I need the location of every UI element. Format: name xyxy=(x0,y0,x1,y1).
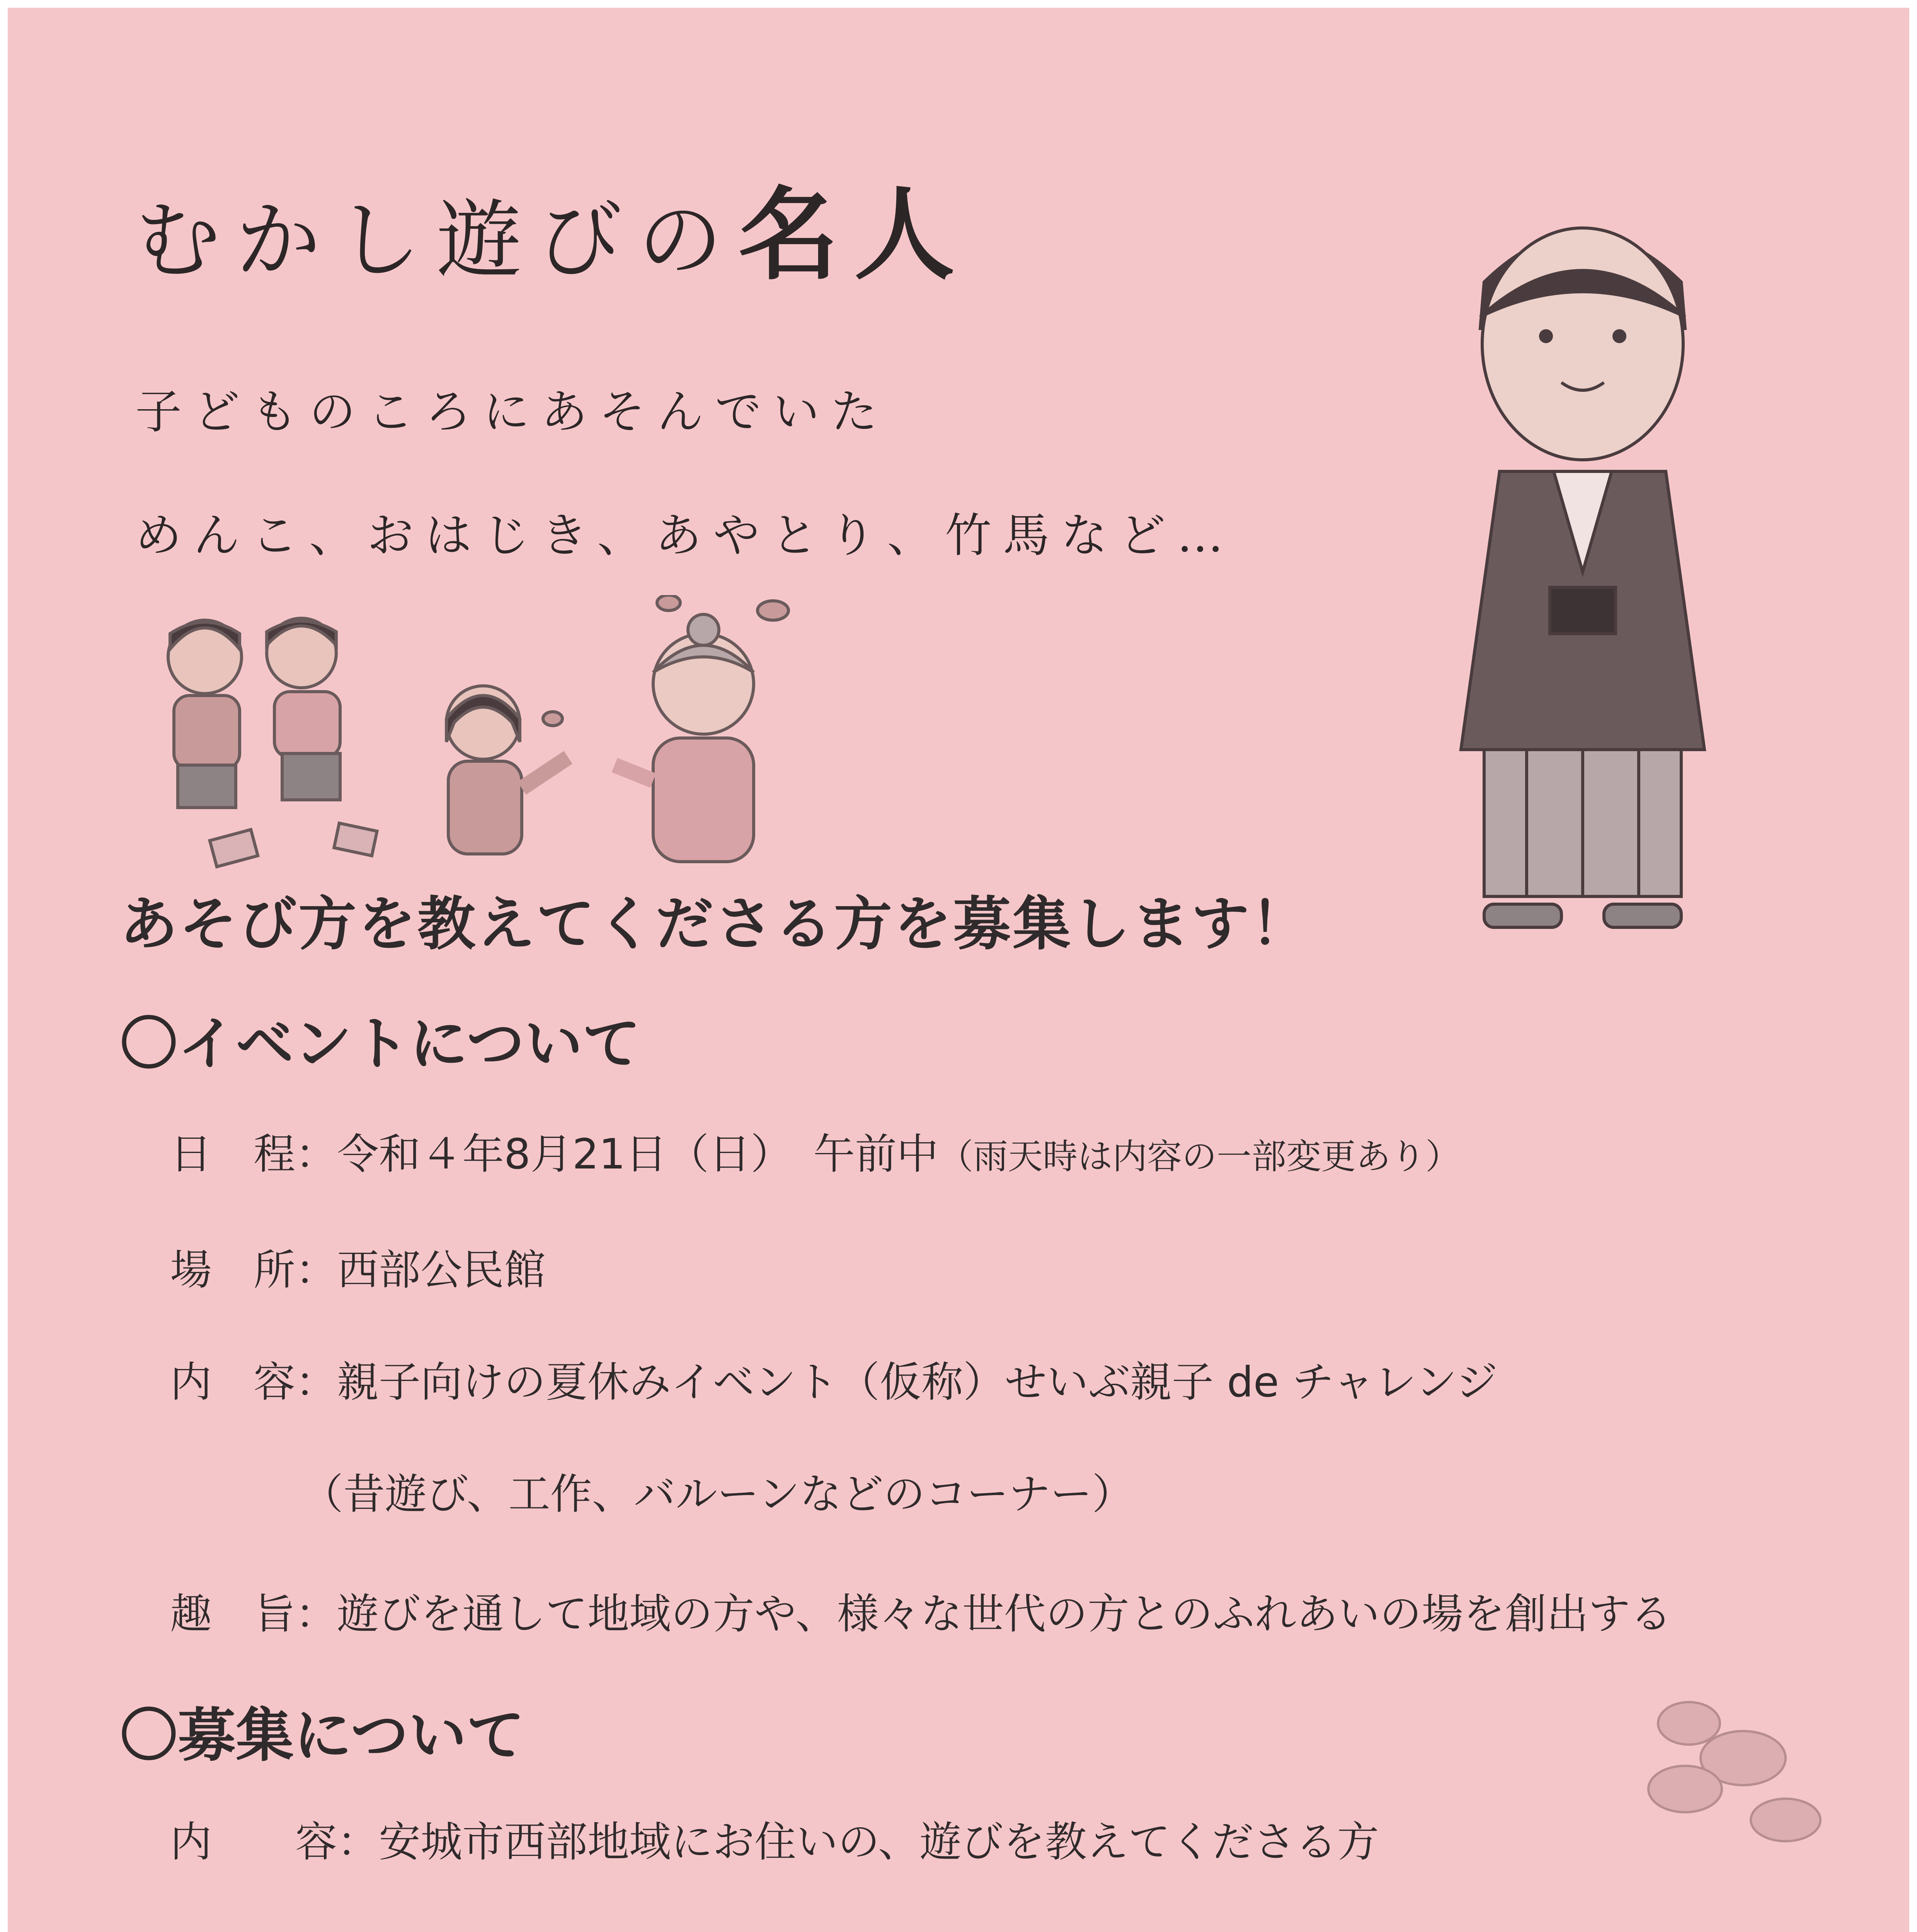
flyer-sheet xyxy=(8,8,1909,1932)
menko-decoration xyxy=(1639,1692,1840,1855)
recruit-content-label: 内 容： xyxy=(170,1818,379,1866)
title-accent: 名人 xyxy=(738,176,970,294)
event-schedule-row xyxy=(170,1121,1460,1180)
recruit-content-row xyxy=(170,1808,1379,1868)
schedule-label: 日 程： xyxy=(170,1130,337,1179)
recruit-section-heading: 〇募集について xyxy=(120,1702,525,1769)
event-place-row xyxy=(170,1236,546,1296)
schedule-note: （雨天時は内容の一部変更あり） xyxy=(938,1136,1461,1177)
flyer-title xyxy=(135,155,970,299)
title-main: むかし遊びの xyxy=(135,191,739,290)
recruit-content-value: 安城市西部地域にお住いの、遊びを教えてくださる方 xyxy=(379,1818,1379,1866)
schedule-value: 令和４年8月21日（日） 午前中 xyxy=(337,1130,939,1179)
recruit-headline: あそび方を教えてくださる方を募集します！ xyxy=(120,891,1311,958)
purpose-label: 趣 旨： xyxy=(170,1590,337,1638)
intro-line-2: めんこ、おはじき、あやとり、竹馬など… xyxy=(135,509,1235,563)
children-playing-illustration xyxy=(135,595,812,881)
place-value: 西部公民館 xyxy=(337,1246,546,1294)
event-section-heading: 〇イベントについて xyxy=(120,1010,641,1078)
event-purpose-row xyxy=(170,1580,1672,1640)
content-label: 内 容： xyxy=(170,1358,337,1406)
intro-line-1: 子どものころにあそんでいた xyxy=(135,385,889,439)
event-content-row xyxy=(170,1349,1498,1408)
content-value: 親子向けの夏休みイベント（仮称）せいぶ親子 de チャレンジ xyxy=(337,1358,1498,1406)
place-label: 場 所： xyxy=(170,1246,337,1294)
purpose-value: 遊びを通して地域の方や、様々な世代の方とのふれあいの場を創出する xyxy=(337,1590,1672,1638)
old-man-illustration xyxy=(1438,201,1728,935)
recruit-content-detail xyxy=(348,1924,1767,1932)
event-content-detail: （昔遊び、工作、バルーンなどのコーナー） xyxy=(301,1470,1134,1519)
